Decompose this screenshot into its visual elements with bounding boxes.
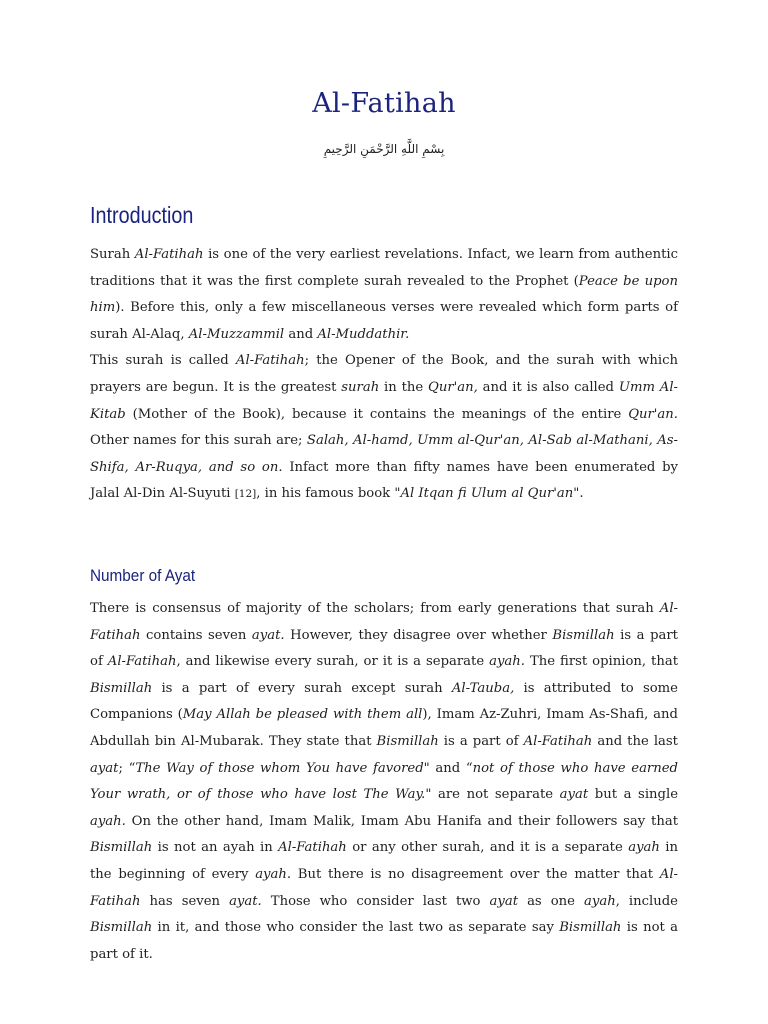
citation-reference: [12] (234, 488, 257, 501)
introduction-paragraph-1: Surah Al-Fatihah is one of the very earliest revelations. Infact, we learn from authentic traditions that it was the first complete surah revealed to the Prophet (Peace be upon him). Before this, only a few miscellaneous verses were revealed which form parts of surah Al-Alaq, Al-Muzzammil and Al-Muddathir. (90, 247, 678, 342)
number-of-ayat-heading: Number of Ayat (90, 566, 196, 585)
bismillah-arabic: بِسْمِ اللَّهِ الرَّحْمَنِ الرَّحِيمِ (323, 142, 445, 156)
introduction-heading: Introduction (90, 202, 194, 228)
introduction-paragraph-2: This surah is called Al-Fatihah; the Opener of the Book, and the surah with which prayers are begun. It is the greatest surah in the Qur'an, and it is also called Umm Al-Kitab (Mother of the Book), because it contains the meanings of the entire Qur'an. Other names for this surah are; Salah, Al-hamd, Umm al-Qur'an, Al-Sab al-Mathani, As-Shifa, Ar-Ruqya, and so on. Infact more than fifty names have been enumerated by Jalal Al-Din Al-Suyuti [12], in his famous book "Al Itqan fi Ulum al Qur'an". (90, 353, 679, 502)
number-of-ayat-section (90, 596, 678, 968)
introduction-section (90, 242, 678, 508)
page-title: Al-Fatihah (312, 88, 456, 119)
number-of-ayat-paragraph: There is consensus of majority of the scholars; from early generations that surah Al-Fatihah contains seven ayat. However, they disagree over whether Bismillah is a part of Al-Fatihah, and likewise every surah, or it is a separate ayah. The first opinion, that Bismillah is a part of every surah except surah Al-Tauba, is attributed to some Companions (May Allah be pleased with them all), Imam Az-Zuhri, Imam As-Shafi, and Abdullah bin Al-Mubarak. They state that Bismillah is a part of Al-Fatihah and the last ayat; “The Way of those whom You have favored" and “not of those who have earned Your wrath, or of those who have lost The Way." are not separate ayat but a single ayah. On the other hand, Imam Malik, Imam Abu Hanifa and their followers say that Bismillah is not an ayah in Al-Fatihah or any other surah, and it is a separate ayah in the beginning of every ayah. But there is no disagreement over the matter that Al-Fatihah has seven ayat. Those who consider last two ayat as one ayah, include Bismillah in it, and those who consider the last two as separate say Bismillah is not a part of it. (90, 601, 679, 962)
